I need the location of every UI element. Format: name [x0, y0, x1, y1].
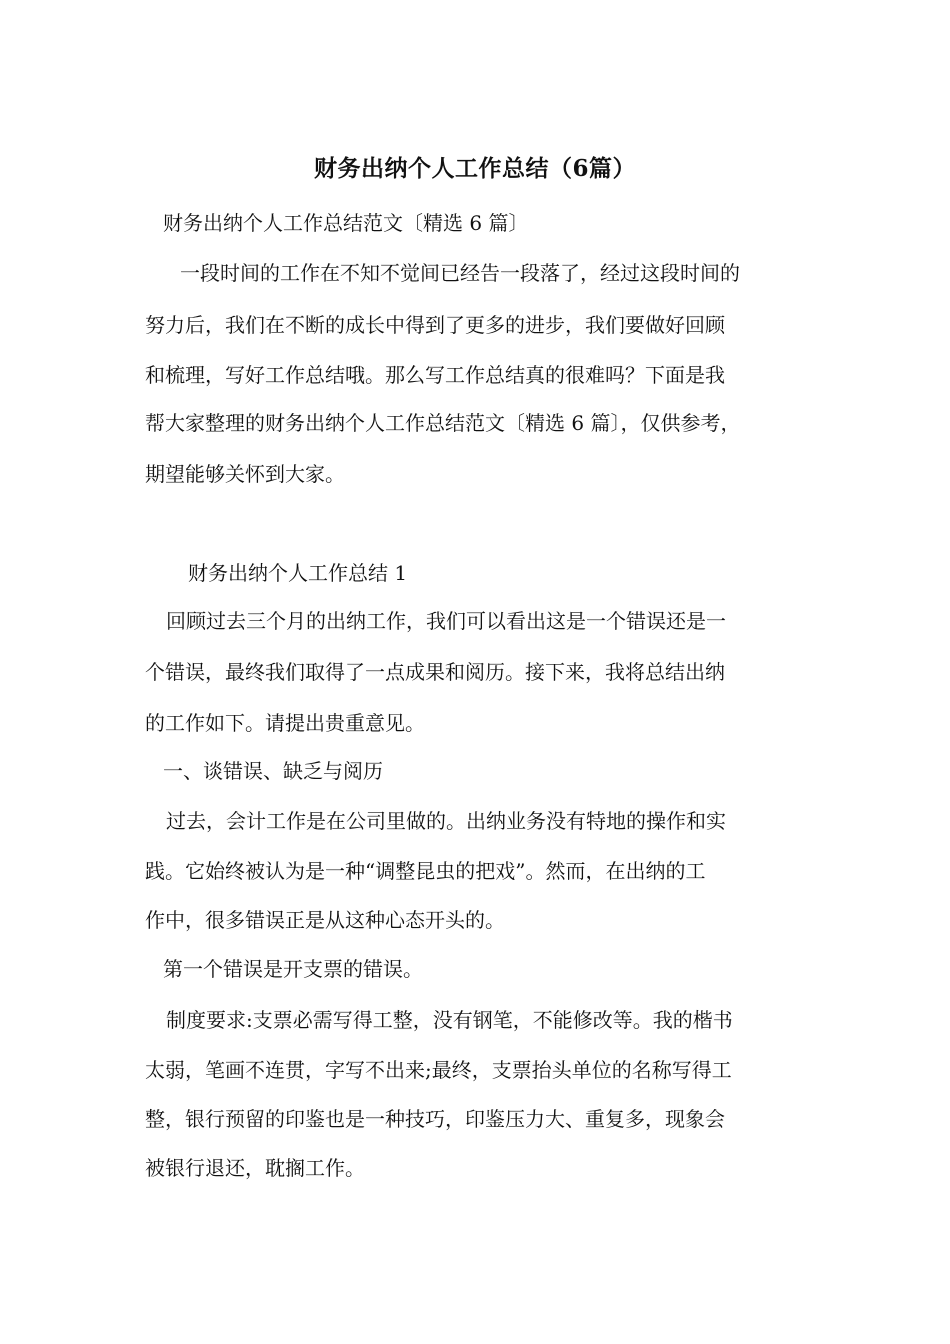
body-line: 作中，很多错误正是从这种心态开头的。	[145, 908, 505, 932]
body-line: 过去，会计工作是在公司里做的。出纳业务没有特地的操作和实	[166, 809, 726, 833]
body-line: 个错误，最终我们取得了一点成果和阅历。接下来，我将总结出纳	[145, 660, 725, 684]
section-heading: 财务出纳个人工作总结 1	[188, 561, 408, 585]
intro-line: 帮大家整理的财务出纳个人工作总结范文〔精选 6 篇〕，仅供参考，	[145, 411, 741, 435]
body-line: 回顾过去三个月的出纳工作，我们可以看出这是一个错误还是一	[166, 609, 726, 633]
body-line: 制度要求:支票必需写得工整，没有钢笔，不能修改等。我的楷书	[166, 1008, 733, 1032]
subsection-heading: 一、谈错误、缺乏与阅历	[163, 759, 383, 783]
intro-line: 一段时间的工作在不知不觉间已经告一段落了，经过这段时间的	[180, 261, 740, 285]
document-title: 财务出纳个人工作总结（6篇）	[313, 155, 636, 182]
body-line: 的工作如下。请提出贵重意见。	[145, 711, 425, 735]
intro-line: 努力后，我们在不断的成长中得到了更多的进步，我们要做好回顾	[145, 313, 725, 337]
intro-line: 和梳理，写好工作总结哦。那么写工作总结真的很难吗？下面是我	[145, 363, 725, 387]
body-line: 整，银行预留的印鉴也是一种技巧，印鉴压力大、重复多，现象会	[145, 1107, 725, 1131]
body-line: 被银行退还，耽搁工作。	[145, 1156, 365, 1180]
body-line: 第一个错误是开支票的错误。	[163, 957, 423, 981]
body-line: 践。它始终被认为是一种“调整昆虫的把戏”。然而，在出纳的工	[145, 859, 706, 883]
body-line: 太弱，笔画不连贯，字写不出来;最终，支票抬头单位的名称写得工	[145, 1058, 732, 1082]
intro-line: 期望能够关怀到大家。	[145, 462, 345, 486]
document-subtitle: 财务出纳个人工作总结范文〔精选 6 篇〕	[163, 211, 529, 235]
